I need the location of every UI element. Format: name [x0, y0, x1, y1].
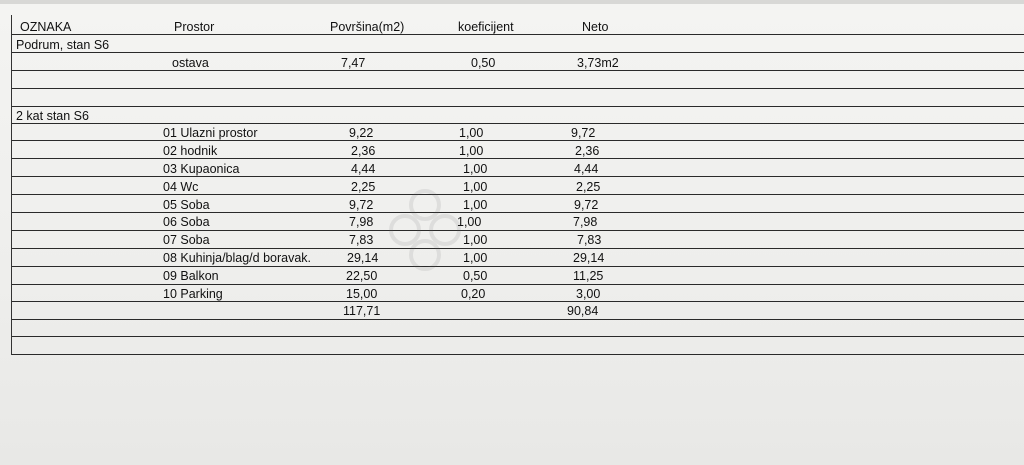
table-rule — [12, 158, 1024, 159]
table-rule — [12, 140, 1024, 141]
room-coef: 1,00 — [463, 198, 488, 212]
room-name: 09 Balkon — [163, 269, 219, 283]
paper-top-edge — [0, 0, 1024, 4]
section-title-floor: 2 kat stan S6 — [16, 109, 89, 123]
room-name: 01 Ulazni prostor — [163, 126, 258, 140]
room-area: 2,25 — [351, 180, 376, 194]
table-rule — [12, 336, 1024, 337]
room-area: 2,36 — [351, 144, 376, 158]
table-rule — [12, 123, 1024, 124]
room-name: 03 Kupaonica — [163, 162, 240, 176]
header-oznaka: OZNAKA — [20, 20, 72, 34]
basement-coef: 0,50 — [471, 56, 496, 70]
room-name: 07 Soba — [163, 233, 210, 247]
room-name: 08 Kuhinja/blag/d boravak. — [163, 251, 312, 265]
room-area: 9,72 — [349, 198, 374, 212]
room-net: 29,14 — [573, 251, 605, 265]
table-rule — [12, 34, 1024, 35]
room-name: 02 hodnik — [163, 144, 218, 158]
room-area: 7,83 — [349, 233, 374, 247]
room-net: 2,36 — [575, 144, 600, 158]
basement-net: 3,73m2 — [577, 56, 619, 70]
header-povrsina: Površina(m2) — [330, 20, 405, 34]
room-coef: 1,00 — [457, 215, 482, 229]
header-prostor: Prostor — [174, 20, 215, 34]
table-rule — [12, 284, 1024, 285]
room-coef: 1,00 — [463, 233, 488, 247]
room-area: 29,14 — [347, 251, 379, 265]
section-title-basement: Podrum, stan S6 — [16, 38, 110, 52]
table-rule — [12, 354, 1024, 355]
header-neto: Neto — [582, 20, 609, 34]
room-name: 10 Parking — [163, 287, 223, 301]
room-area: 4,44 — [351, 162, 376, 176]
total-area: 117,71 — [343, 304, 381, 318]
room-area: 9,22 — [349, 126, 374, 140]
room-net: 11,25 — [573, 269, 604, 283]
room-coef: 1,00 — [459, 144, 484, 158]
room-net: 3,00 — [576, 287, 601, 301]
basement-area: 7,47 — [341, 56, 366, 70]
room-area: 15,00 — [346, 287, 378, 301]
room-net: 9,72 — [571, 126, 596, 140]
room-net: 4,44 — [574, 162, 599, 176]
room-net: 7,98 — [573, 215, 598, 229]
room-coef: 1,00 — [463, 251, 488, 265]
room-name: 05 Soba — [163, 198, 210, 212]
table-rule — [12, 319, 1024, 320]
table-rule — [12, 52, 1024, 53]
header-koeficijent: koeficijent — [458, 20, 514, 34]
total-net: 90,84 — [567, 304, 599, 318]
room-coef: 1,00 — [463, 162, 488, 176]
room-net: 2,25 — [576, 180, 601, 194]
table-rule — [12, 176, 1024, 177]
room-coef: 1,00 — [459, 126, 484, 140]
table-rule — [12, 106, 1024, 107]
room-name: 04 Wc — [163, 180, 199, 194]
room-net: 7,83 — [577, 233, 602, 247]
table-rule — [12, 70, 1024, 71]
basement-room: ostava — [172, 56, 209, 70]
room-area: 7,98 — [349, 215, 374, 229]
room-coef: 0,20 — [461, 287, 486, 301]
flower-watermark-icon — [385, 185, 465, 275]
table-rule — [12, 301, 1024, 302]
room-area: 22,50 — [346, 269, 378, 283]
watermark-logo — [385, 185, 655, 275]
room-net: 9,72 — [574, 198, 599, 212]
table-rule — [12, 88, 1024, 89]
room-coef: 0,50 — [463, 269, 488, 283]
room-name: 06 Soba — [163, 215, 210, 229]
room-coef: 1,00 — [463, 180, 488, 194]
